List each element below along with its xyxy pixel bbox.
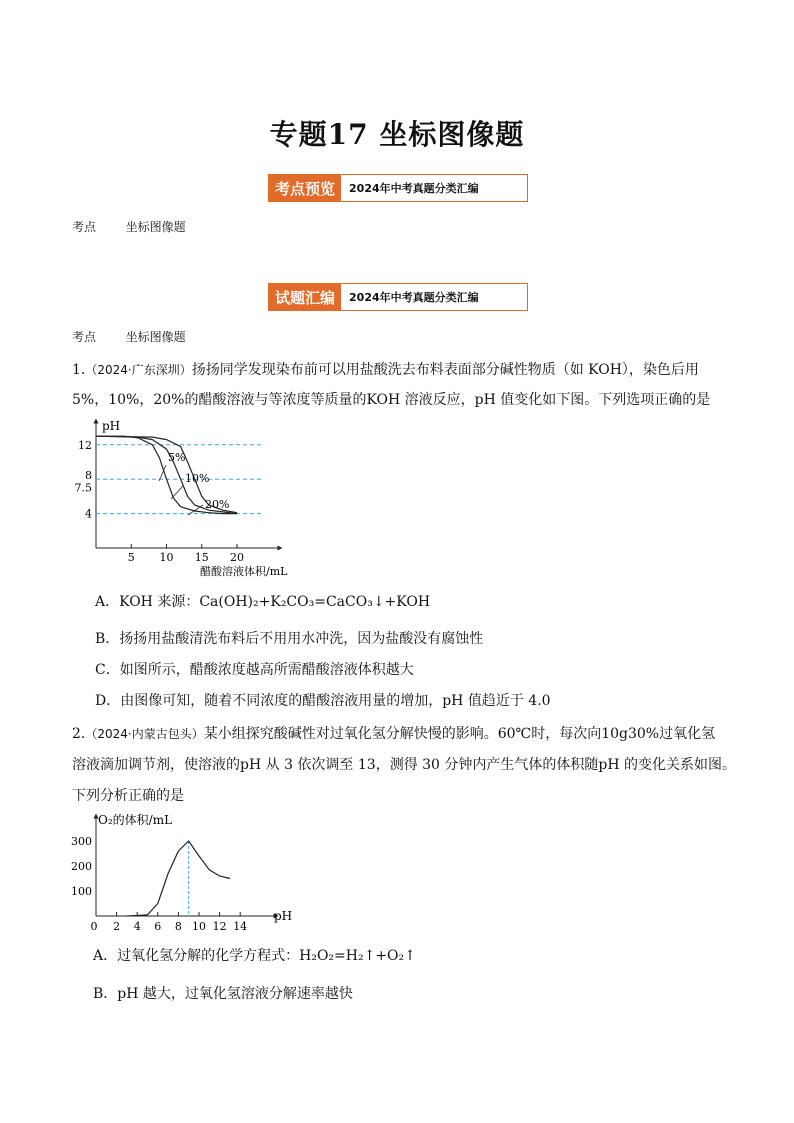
stem-line: 扬扬同学发现染布前可以用盐酸洗去布料表面部分碱性物质（如 KOH），染色后用 bbox=[191, 362, 699, 378]
section-banner-preview bbox=[268, 174, 528, 202]
x-tick-label: 6 bbox=[154, 920, 162, 933]
x-tick-label: 15 bbox=[194, 551, 209, 564]
x-tick-label: 0 bbox=[90, 920, 98, 933]
banner-subtitle: 2024年中考真题分类汇编 bbox=[349, 291, 479, 304]
q1-option-c: C．如图所示，醋酸浓度越高所需醋酸溶液体积越大 bbox=[95, 662, 414, 678]
kaodian-label: 考点 bbox=[72, 220, 97, 234]
option-label: A．过氧化氢分解的化学方程式： bbox=[93, 948, 300, 964]
x-axis-label: pH bbox=[274, 909, 293, 923]
y-axis-label: pH bbox=[102, 419, 121, 433]
x-tick-label: 8 bbox=[174, 920, 182, 933]
q1-option-b: B．扬扬用盐酸清洗布料后不用用水冲洗，因为盐酸没有腐蚀性 bbox=[95, 631, 484, 647]
x-tick-label: 12 bbox=[212, 920, 227, 933]
series-line bbox=[127, 841, 230, 916]
stem-line: 某小组探究酸碱性对过氧化氢分解快慢的影响。60℃时，每次向10g30%过氧化氢 bbox=[203, 726, 716, 742]
q1-option-d: D．由图像可知，随着不同浓度的醋酸溶液用量的增加，pH 值趋近于 4.0 bbox=[95, 693, 551, 709]
x-axis-label: 醋酸溶液体积/mL bbox=[200, 565, 288, 578]
question-number: 1. bbox=[72, 362, 86, 378]
kaodian-line-2 bbox=[72, 328, 186, 345]
x-tick-label: 14 bbox=[233, 920, 248, 933]
kaodian-name: 坐标图像题 bbox=[125, 220, 186, 234]
section-banner-questions bbox=[268, 283, 528, 311]
y-tick-label: 100 bbox=[71, 885, 92, 898]
y-axis-label: O₂的体积/mL bbox=[98, 813, 173, 827]
x-tick-label: 10 bbox=[159, 551, 174, 564]
q2-option-b: B．pH 越大，过氧化氢溶液分解速率越快 bbox=[93, 986, 353, 1002]
q2-option-a bbox=[93, 946, 416, 966]
x-tick-label: 20 bbox=[230, 551, 244, 564]
x-tick-label: 4 bbox=[133, 920, 141, 933]
x-tick-label: 2 bbox=[113, 920, 121, 933]
chart-2-o2-volume bbox=[68, 810, 298, 938]
y-tick-label: 7.5 bbox=[74, 481, 92, 495]
y-tick-label: 200 bbox=[71, 860, 92, 873]
option-formula: H₂O₂=H₂↑+O₂↑ bbox=[299, 948, 416, 964]
option-formula: Ca(OH)₂+K₂CO₃=CaCO₃↓+KOH bbox=[199, 594, 431, 610]
q1-option-a bbox=[95, 592, 430, 612]
question-2-stem-line3: 下列分析正确的是 bbox=[72, 788, 184, 804]
series-label: 20% bbox=[205, 498, 230, 511]
kaodian-name: 坐标图像题 bbox=[125, 330, 186, 344]
question-2-stem-line2: 溶液滴加调节剂，使溶液的pH 从 3 依次调至 13，测得 30 分钟内产生气体的体积随pH 的变化关系如图。 bbox=[72, 757, 737, 773]
y-tick-label: 4 bbox=[85, 507, 92, 521]
question-1-stem bbox=[72, 360, 732, 380]
series-label: 10% bbox=[185, 472, 210, 485]
question-source: （2024·内蒙古包头） bbox=[85, 727, 204, 741]
x-tick-label: 10 bbox=[192, 920, 206, 933]
y-tick-label: 12 bbox=[78, 438, 92, 452]
x-tick-label: 5 bbox=[127, 551, 135, 564]
kaodian-label: 考点 bbox=[72, 330, 97, 344]
y-tick-label: 8 bbox=[85, 469, 92, 483]
option-label: A．KOH 来源： bbox=[95, 594, 200, 610]
kaodian-line-1 bbox=[72, 218, 186, 235]
series-label-leader bbox=[171, 486, 183, 499]
question-2-stem bbox=[72, 724, 752, 744]
page-title: 专题17 坐标图像题 bbox=[269, 118, 525, 151]
y-tick-label: 300 bbox=[71, 835, 92, 848]
question-number: 2. bbox=[72, 726, 86, 742]
banner-tag: 试题汇编 bbox=[269, 284, 341, 310]
series-label: 5% bbox=[168, 451, 186, 464]
banner-tag: 考点预览 bbox=[269, 175, 341, 201]
question-source: （2024·广东深圳） bbox=[85, 363, 192, 377]
banner-subtitle: 2024年中考真题分类汇编 bbox=[349, 182, 479, 195]
chart-1-ph-curves bbox=[70, 415, 300, 585]
question-1-stem-line2: 5%，10%，20%的醋酸溶液与等浓度等质量的KOH 溶液反应，pH 值变化如下图。下列选项正确的是 bbox=[72, 392, 711, 408]
